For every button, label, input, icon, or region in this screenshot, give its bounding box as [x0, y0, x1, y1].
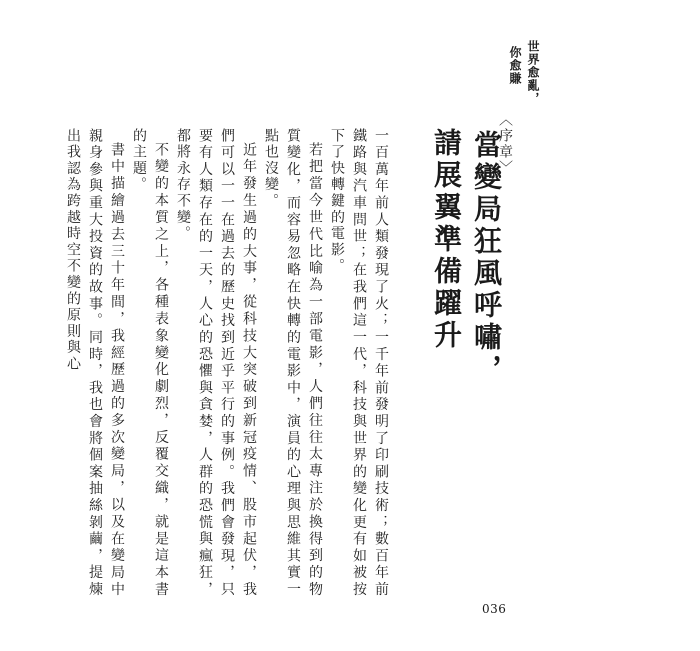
chapter-title-line-2: 請展翼準備躍升: [430, 128, 463, 352]
section-label: 〈序章〉: [497, 112, 513, 176]
running-header-line-1: 世界愈亂，: [526, 40, 540, 105]
paragraph-1: 一百萬年前人類發現了火；一千年前發明了印刷技術；數百年前鐵路與汽車問世；在我們這一代，科技與世界的變化更有如被按下了快轉鍵的電影。: [329, 128, 389, 598]
paragraph-3: 近年發生過的大事，從科技大突破到新冠疫情、股市起伏，我們可以一一在過去的歷史找到近乎平行的事例。我們會發現，只要有人類存在的一天，人心的恐懼與貪婪，人群的恐慌與瘋狂，都將永存不變。: [175, 128, 257, 598]
paragraph-2: 若把當今世代比喻為一部電影，人們往往太專注於換得到的物質變化，而容易忽略在快轉的電影中，演員的心理與思維其實一點也沒變。: [263, 128, 323, 598]
paragraph-5: 書中描繪過去三十年間，我經歷過的多次變局，以及在變局中親身參與重大投資的故事。同時，我也會將個案抽絲剝繭，提煉出我認為跨越時空不變的原則與心: [65, 128, 125, 598]
body-text: [62, 128, 392, 598]
page-number: 036: [482, 602, 507, 616]
chapter-title: [430, 128, 502, 386]
chapter-title-line-1: 當變局狂風呼嘯，: [470, 130, 503, 386]
running-header: [508, 40, 540, 105]
paragraph-4: 不變的本質之上，各種表象變化劇烈，反覆交織，就是這本書的主題。: [131, 128, 169, 598]
running-header-line-2: 你愈賺: [508, 46, 522, 85]
